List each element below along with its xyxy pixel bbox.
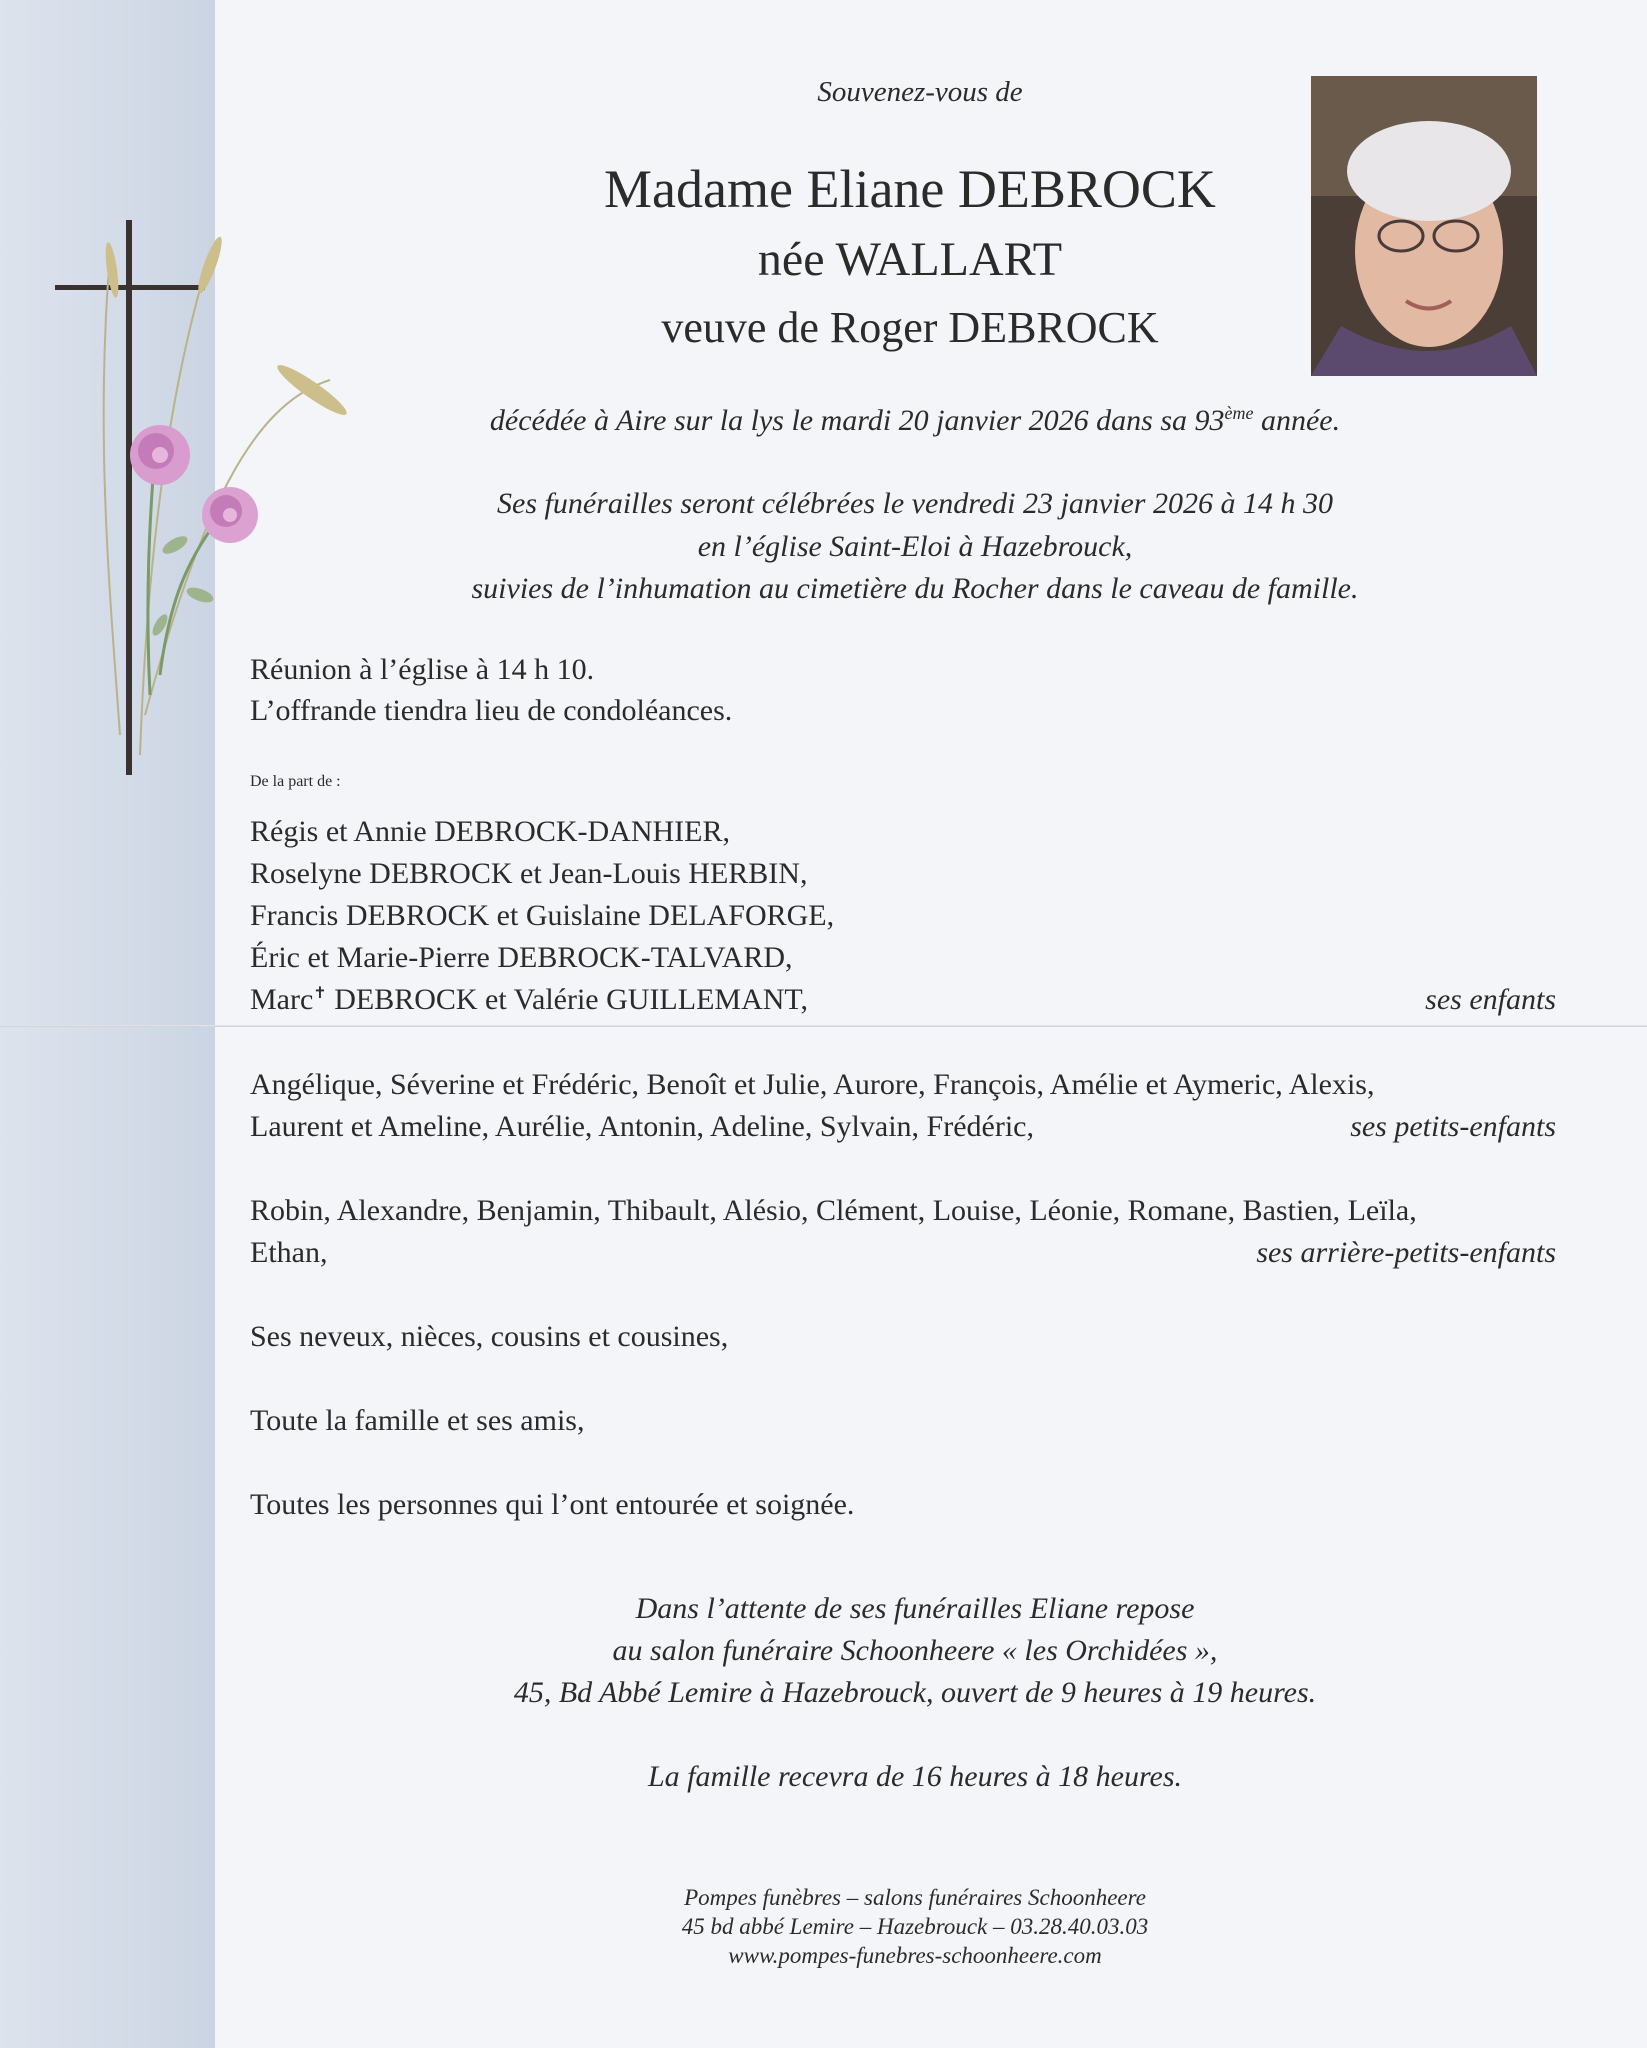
- cross-horizontal: [55, 285, 205, 290]
- intro-text: Souvenez-vous de: [817, 76, 1023, 108]
- footer-company: Pompes funèbres – salons funéraires Schoonheere: [684, 1885, 1146, 1910]
- repose-line: au salon funéraire Schoonheere « les Orchidées »,: [612, 1634, 1218, 1667]
- great-grandchildren-role: ses arrière-petits-enfants: [1256, 1236, 1556, 1269]
- widow-line: veuve de Roger DEBROCK: [661, 303, 1159, 352]
- birth-name: née WALLART: [757, 233, 1063, 286]
- reunion-text: Réunion à l’église à 14 h 10.: [250, 653, 595, 686]
- wheat-ear: [103, 235, 351, 421]
- grandchildren-line: Laurent et Ameline, Aurélie, Antonin, Adeline, Sylvain, Frédéric,: [250, 1110, 1034, 1143]
- funeral-line-1: Ses funérailles seront célébrées le vendredi 23 janvier 2026 à 14 h 30: [497, 487, 1333, 520]
- child-line: Marc✝ DEBROCK et Valérie GUILLEMANT,: [250, 983, 809, 1016]
- children-role: ses enfants: [1425, 983, 1556, 1016]
- reception-line: La famille recevra de 16 heures à 18 heures.: [647, 1760, 1183, 1793]
- grandchildren-role: ses petits-enfants: [1350, 1110, 1556, 1143]
- child-line: Francis DEBROCK et Guislaine DELAFORGE,: [250, 899, 835, 932]
- fold-line: [0, 1025, 1647, 1027]
- others-line: Toutes les personnes qui l’ont entourée et soignée.: [250, 1488, 855, 1521]
- funeral-line-3: suivies de l’inhumation au cimetière du Rocher dans le caveau de famille.: [471, 572, 1359, 605]
- repose-line: 45, Bd Abbé Lemire à Hazebrouck, ouvert de 9 heures à 19 heures.: [513, 1676, 1317, 1709]
- cross-vertical: [126, 220, 132, 775]
- child-line: Éric et Marie-Pierre DEBROCK-TALVARD,: [250, 941, 793, 974]
- child-line: Régis et Annie DEBROCK-DANHIER,: [250, 815, 730, 848]
- offrande-text: L’offrande tiendra lieu de condoléances.: [250, 694, 733, 727]
- repose-line: Dans l’attente de ses funérailles Eliane repose: [635, 1592, 1195, 1625]
- footer-address: 45 bd abbé Lemire – Hazebrouck – 03.28.40.03.03: [681, 1914, 1149, 1939]
- footer-website: www.pompes-funebres-schoonheere.com: [728, 1943, 1102, 1968]
- cross-icon: ✝: [313, 985, 327, 1002]
- cross-flowers-decoration: [50, 215, 370, 775]
- from-label: De la part de :: [250, 773, 341, 790]
- rose-flower: [202, 487, 258, 543]
- others-line: Toute la famille et ses amis,: [250, 1404, 585, 1437]
- others-line: Ses neveux, nièces, cousins et cousines,: [250, 1320, 729, 1353]
- great-grandchildren-line: Robin, Alexandre, Benjamin, Thibault, Alésio, Clément, Louise, Léonie, Romane, Bastien, Leïla,: [250, 1194, 1417, 1227]
- death-notice: décédée à Aire sur la lys le mardi 20 janvier 2026 dans sa 93ème année.: [489, 403, 1341, 437]
- deceased-name: Madame Eliane DEBROCK: [604, 159, 1216, 219]
- rose-flower: [130, 425, 190, 485]
- funeral-line-2: en l’église Saint-Eloi à Hazebrouck,: [697, 530, 1133, 563]
- great-grandchildren-line: Ethan,: [250, 1236, 328, 1269]
- portrait-photo: [1311, 76, 1537, 376]
- grandchildren-line: Angélique, Séverine et Frédéric, Benoît et Julie, Aurore, François, Amélie et Aymeric, Alexis,: [250, 1068, 1375, 1101]
- child-line: Roselyne DEBROCK et Jean-Louis HERBIN,: [250, 857, 808, 890]
